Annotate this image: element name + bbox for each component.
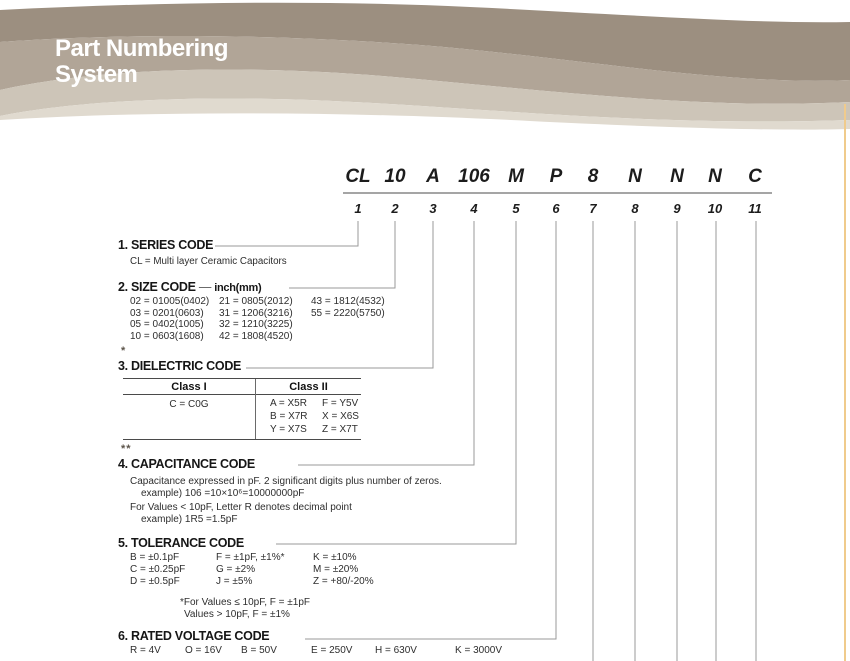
class2-row xyxy=(270,424,361,437)
size-code-entry: 43 = 1812(4532) xyxy=(311,296,385,307)
tolerance-code-list xyxy=(130,552,374,588)
code-pos7: 8 xyxy=(587,166,599,187)
capacitance-example2: example) 1R5 =1.5pF xyxy=(141,514,238,525)
series-desc: CL = Multi layer Ceramic Capacitors xyxy=(130,256,287,267)
size-code-list xyxy=(130,296,385,342)
size-code-entry: 32 = 1210(3225) xyxy=(219,319,293,331)
class2-entry: Z = X7T xyxy=(322,423,358,435)
section-dielectric-title: 3. DIELECTRIC CODE xyxy=(118,359,242,373)
tolerance-footnote-line1: *For Values ≤ 10pF, F = ±1pF xyxy=(180,597,311,608)
dielectric-class2-column xyxy=(255,379,361,439)
tolerance-entry: D = ±0.5pF xyxy=(130,575,180,587)
position-number: 2 xyxy=(391,201,399,216)
size-code-entry: 02 = 01005(0402) xyxy=(130,296,210,307)
dielectric-footnote-mark: * xyxy=(121,345,127,357)
size-title-separator: — xyxy=(198,280,212,294)
dielectric-table xyxy=(123,378,361,440)
code-capacitance: 106 xyxy=(458,166,490,187)
size-code-entry xyxy=(311,331,385,343)
size-code-entry: 21 = 0805(2012) xyxy=(219,296,293,307)
position-number: 1 xyxy=(354,201,362,216)
tolerance-entry: M = ±20% xyxy=(313,563,359,575)
class1-value: C = C0G xyxy=(169,399,209,410)
class1-header: Class I xyxy=(123,379,255,395)
tolerance-entry: G = ±2% xyxy=(216,563,256,575)
dielectric-class1-column xyxy=(123,379,255,439)
code-series: CL xyxy=(345,166,371,187)
size-code-entry: 31 = 1206(3216) xyxy=(219,307,293,319)
size-code-entry: 10 = 0603(1608) xyxy=(130,330,204,342)
position-number: 7 xyxy=(589,201,597,216)
class2-entry: X = X6S xyxy=(322,410,359,422)
class2-entry: Y = X7S xyxy=(270,423,307,435)
page-title xyxy=(55,36,228,88)
tolerance-entry: Z = +80/-20% xyxy=(313,575,374,587)
voltage-entry: H = 630V xyxy=(375,645,417,656)
class2-header: Class II xyxy=(256,379,361,395)
tolerance-entry: F = ±1pF, ±1%* xyxy=(216,552,285,563)
size-code-entry: 42 = 1808(4520) xyxy=(219,330,293,342)
position-number: 8 xyxy=(631,201,639,216)
code-dielectric: A xyxy=(426,166,440,187)
tolerance-footnote-line2: Values > 10pF, F = ±1% xyxy=(184,609,290,620)
voltage-entry: K = 3000V xyxy=(455,645,502,656)
code-voltage: P xyxy=(549,166,563,187)
code-tolerance: M xyxy=(508,166,524,187)
class2-entry: A = X5R xyxy=(270,398,307,409)
position-number: 5 xyxy=(512,201,520,216)
class2-values xyxy=(256,395,361,438)
position-number: 6 xyxy=(552,201,560,216)
voltage-entry: O = 16V xyxy=(185,645,222,656)
capacitance-example1: example) 106 =10×10⁶=10000000pF xyxy=(141,488,305,499)
header-banner xyxy=(0,0,850,135)
voltage-entry: E = 250V xyxy=(311,645,353,656)
voltage-entry: B = 50V xyxy=(241,645,277,656)
voltage-code-list xyxy=(130,645,502,656)
capacitance-footnote-mark: ** xyxy=(121,443,132,455)
size-code-entry: 55 = 2220(5750) xyxy=(311,307,385,319)
code-size: 10 xyxy=(384,166,406,187)
section-tolerance-title: 5. TOLERANCE CODE xyxy=(118,536,244,550)
position-number: 11 xyxy=(748,201,762,216)
section-size-title xyxy=(118,280,261,294)
tolerance-entry: K = ±10% xyxy=(313,552,357,563)
class2-row xyxy=(270,398,361,411)
class2-row xyxy=(270,411,361,424)
section-series-title: 1. SERIES CODE xyxy=(118,238,214,252)
capacitance-desc: Capacitance expressed in pF. 2 significant digits plus number of zeros. xyxy=(130,476,442,487)
position-number: 10 xyxy=(707,201,723,216)
page-title-line1: Part Numbering xyxy=(55,35,229,62)
voltage-entry: R = 4V xyxy=(130,645,161,656)
size-code-entry xyxy=(311,319,385,331)
position-number: 4 xyxy=(470,201,478,216)
section-voltage-title: 6. RATED VOLTAGE CODE xyxy=(118,629,270,643)
size-title-text: 2. SIZE CODE xyxy=(118,280,196,294)
position-number: 3 xyxy=(429,201,437,216)
section-capacitance-title: 4. CAPACITANCE CODE xyxy=(118,457,255,471)
page-title-line2: System xyxy=(55,61,138,88)
code-pos10: N xyxy=(708,166,722,187)
code-pos11: C xyxy=(748,166,762,187)
class2-entry: F = Y5V xyxy=(322,398,359,409)
code-pos8: N xyxy=(628,166,642,187)
tolerance-entry: C = ±0.25pF xyxy=(130,563,186,575)
size-code-entry: 03 = 0201(0603) xyxy=(130,307,204,319)
page-accent-rule xyxy=(844,104,846,661)
code-pos9: N xyxy=(670,166,684,187)
size-code-entry: 05 = 0402(1005) xyxy=(130,319,204,331)
capacitance-rule2: For Values < 10pF, Letter R denotes decimal point xyxy=(130,502,352,513)
class2-entry: B = X7R xyxy=(270,410,308,422)
tolerance-entry: J = ±5% xyxy=(216,575,253,587)
position-number: 9 xyxy=(673,201,681,216)
tolerance-entry: B = ±0.1pF xyxy=(130,552,180,563)
size-unit-label: inch(mm) xyxy=(214,282,262,294)
